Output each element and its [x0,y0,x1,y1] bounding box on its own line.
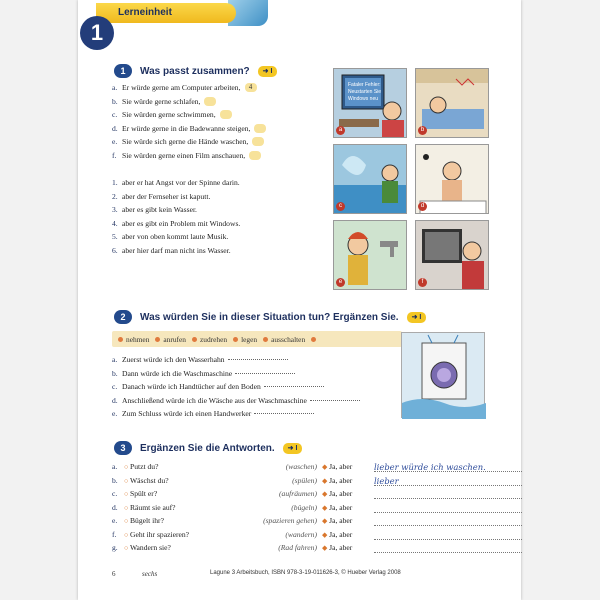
answer-line[interactable] [374,485,522,486]
item-text: aber hier darf man nicht ins Wasser. [122,245,231,255]
answer-prefix: Ja, aber [329,543,353,552]
match-right-item [112,178,240,187]
item-text: aber von oben kommt laute Musik. [122,232,229,241]
pool-illustration [334,145,407,214]
answer-box[interactable]: 4 [245,83,257,92]
item-label: 2. [112,191,118,201]
item-text: Sie würde gerne schlafen, [122,96,201,106]
exercise-2-reference: ➜ I [407,312,427,323]
unit-title: Lerneinheit [118,7,172,18]
answer-row [112,530,492,542]
answer-prefix: Ja, aber [329,475,353,485]
match-left-item [112,110,232,119]
item-label: f. [112,150,117,160]
question [124,543,171,552]
word-bank-word: ausschalten [271,334,306,344]
verb-hint: (waschen) [285,462,317,471]
workbook-page [78,0,521,600]
picture-e: e [333,220,407,290]
fill-in-sentence [112,355,288,364]
answer-start [322,489,352,498]
item-text: Dann würde ich die Waschmaschine [122,368,233,378]
item-text: Zuerst würde ich den Wasserhahn [122,355,225,364]
question-text: Putzt du? [129,462,159,471]
speaker-a-icon: ○ [124,463,130,471]
answer-box[interactable] [220,110,232,119]
match-right-item [112,246,231,255]
exercise-3-heading [114,440,302,456]
answer-prefix: Ja, aber [329,502,353,512]
answer-prefix: Ja, aber [329,462,353,471]
answer-start [322,543,352,552]
item-label: a. [112,462,118,471]
answer-line[interactable] [374,498,522,499]
answer-blank[interactable] [254,413,314,414]
item-label: 3. [112,205,118,214]
item-label: b. [112,368,118,378]
verb-hint: (bügeln) [291,502,317,512]
question-text: Wäschst du? [129,475,169,485]
item-text: aber es gibt kein Wasser. [122,205,197,214]
word-bank-item [233,335,257,344]
no-water-tap-illustration [334,221,407,290]
speaker-b-icon: ◆ [322,503,330,512]
answer-row [112,543,492,555]
answer-start [322,476,352,485]
answer-prefix: Ja, aber [329,516,353,525]
computer-frustration-illustration [334,69,407,138]
item-label: c. [112,489,118,498]
exercise-2-heading [114,309,426,325]
word-bank-word: anrufen [163,334,186,344]
item-label: e. [112,516,118,525]
word-bank-word: legen [241,334,258,344]
question-text: Bügelt ihr? [129,516,164,525]
question [124,503,176,512]
question [124,530,189,539]
question [124,489,157,498]
match-right-item [112,219,240,228]
match-left-item [112,124,266,133]
bullet-icon [155,337,160,342]
answer-start [322,462,352,471]
item-label: b. [112,475,118,485]
item-label: b. [112,96,118,106]
answer-line[interactable] [374,512,522,513]
question [124,476,169,485]
match-right-item [112,205,197,214]
match-left-item [112,97,216,106]
page-word: sechs [142,570,158,578]
handwritten-answer[interactable]: lieber [374,475,399,486]
picture-a: Fataler Fehler: Neustarten Sie Windows neu a [333,68,407,138]
item-text: Sie würden gerne einen Film anschauen, [122,150,246,160]
svg-text:Neustarten Sie: Neustarten Sie [348,89,382,95]
question-text: Spült er? [129,489,158,498]
item-label: 6. [112,245,118,255]
item-label: a. [112,355,118,364]
item-text: Danach würde ich Handtücher auf den Boden [122,382,261,391]
item-label: a. [112,83,118,92]
answer-box[interactable] [254,124,266,133]
word-bank-item [118,335,149,344]
item-label: 5. [112,232,118,241]
question-text: Geht ihr spazieren? [129,529,190,539]
item-label: f. [112,529,117,539]
item-text: Zum Schluss würde ich einen Handwerker [122,409,252,418]
item-label: e. [112,137,118,146]
match-right-item [112,192,210,201]
word-bank-item [155,335,186,344]
answer-start [322,516,352,525]
speaker-b-icon: ◆ [322,544,330,552]
answer-line[interactable] [374,525,522,526]
broken-tv-illustration [416,221,489,290]
exercise-1-reference: ➜ I [258,66,278,77]
bed-noise-illustration [416,69,489,138]
speaker-a-icon: ○ [124,476,130,485]
verb-hint: (wandern) [285,529,317,539]
svg-text:Fataler Fehler:: Fataler Fehler: [348,82,381,88]
answer-line[interactable] [374,471,522,472]
answer-box[interactable] [249,151,261,160]
answer-row [112,462,492,474]
exercise-3-title: Ergänzen Sie die Antworten. [140,442,275,454]
svg-text:Windows neu: Windows neu [348,96,379,102]
item-text: aber er hat Angst vor der Spinne darin. [122,178,240,187]
verb-hint: (Rad fahren) [278,543,317,552]
word-bank-item [263,335,305,344]
bathtub-spider-illustration [416,145,489,214]
answer-blank[interactable] [310,400,360,401]
answer-row [112,503,492,515]
word-bank-word: nehmen [126,334,150,344]
answer-row [112,476,492,488]
unit-number-badge: 1 [80,16,114,50]
match-left-item [112,151,261,160]
verb-hint: (spazieren gehen) [263,516,317,525]
speaker-b-icon: ◆ [322,530,330,539]
verb-hint: (aufräumen) [279,489,317,498]
item-text: Anschließend würde ich die Wäsche aus der Waschmaschine [122,395,307,405]
item-label: d. [112,123,118,133]
speaker-a-icon: ○ [124,530,130,539]
picture-c: c [333,144,407,214]
answer-blank[interactable] [264,386,324,387]
picture-f: f [415,220,489,290]
item-text: Er würde gerne in die Badewanne steigen, [122,123,251,133]
verb-hint: (spülen) [292,475,317,485]
exercise-1-number: 1 [114,64,132,78]
picture-d: d [415,144,489,214]
copyright-credit: Lagune 3 Arbeitsbuch, ISBN 978-3-19-011626-3, © Hueber Verlag 2008 [210,570,401,576]
answer-blank[interactable] [228,359,288,360]
exercise-3-reference: ➜ I [283,443,303,454]
match-left-item [112,137,264,146]
speaker-a-icon: ○ [124,544,130,552]
fill-in-sentence [112,409,314,418]
bullet-icon [192,337,197,342]
word-bank [112,331,402,347]
item-text: Sie würden gerne schwimmen, [122,110,216,119]
item-text: aber es gibt ein Problem mit Windows. [122,218,241,228]
answer-prefix: Ja, aber [329,489,353,498]
bullet-icon [118,337,123,342]
exercise-3-number: 3 [114,441,132,455]
speaker-b-icon: ◆ [322,517,330,525]
item-label: g. [112,543,118,552]
answer-line[interactable] [374,552,522,553]
question-text: Räumt sie auf? [129,502,176,512]
answer-start [322,530,352,539]
speaker-b-icon: ◆ [322,463,330,471]
speaker-a-icon: ○ [124,490,130,498]
bullet-icon [263,337,268,342]
exercise-2-title: Was würden Sie in dieser Situation tun? Ergänzen Sie. [140,311,399,323]
word-bank-item [192,335,227,344]
speaker-a-icon: ○ [124,503,130,512]
item-text: Sie würde sich gerne die Hände waschen, [122,137,249,146]
answer-row [112,516,492,528]
item-text: aber der Fernseher ist kaputt. [122,191,211,201]
question [124,462,158,471]
speaker-b-icon: ◆ [322,476,330,485]
flooding-washing-machine-illustration [401,332,485,418]
item-text: Er würde gerne am Computer arbeiten, [122,83,241,92]
speaker-b-icon: ◆ [322,490,330,498]
match-left-item [112,83,257,92]
item-label: 1. [112,178,118,187]
picture-b: b [415,68,489,138]
word-bank-word: zudrehen [199,334,228,344]
exercise-1-title: Was passt zusammen? [140,65,250,77]
bullet-icon [233,337,238,342]
answer-box[interactable] [252,137,264,146]
item-label: 4. [112,218,118,228]
question-text: Wandern sie? [129,543,171,552]
fill-in-sentence [112,396,360,405]
exercise-1-heading [114,63,277,79]
match-right-item [112,232,228,241]
answer-start [322,503,352,512]
item-label: c. [112,382,118,391]
item-label: d. [112,395,118,405]
bullet-icon [311,337,316,342]
answer-line[interactable] [374,539,522,540]
item-label: e. [112,409,118,418]
answer-row [112,489,492,501]
handwritten-answer[interactable]: lieber würde ich waschen. [374,462,486,472]
answer-blank[interactable] [235,373,295,374]
speaker-a-icon: ○ [124,517,130,525]
answer-prefix: Ja, aber [329,529,353,539]
fill-in-sentence [112,382,324,391]
exercise-2-number: 2 [114,310,132,324]
unit-header [78,0,521,28]
item-label: c. [112,110,118,119]
answer-box[interactable] [204,97,216,106]
page-number: 6 [112,570,116,578]
item-label: d. [112,502,118,512]
question [124,516,164,525]
fill-in-sentence [112,369,295,378]
